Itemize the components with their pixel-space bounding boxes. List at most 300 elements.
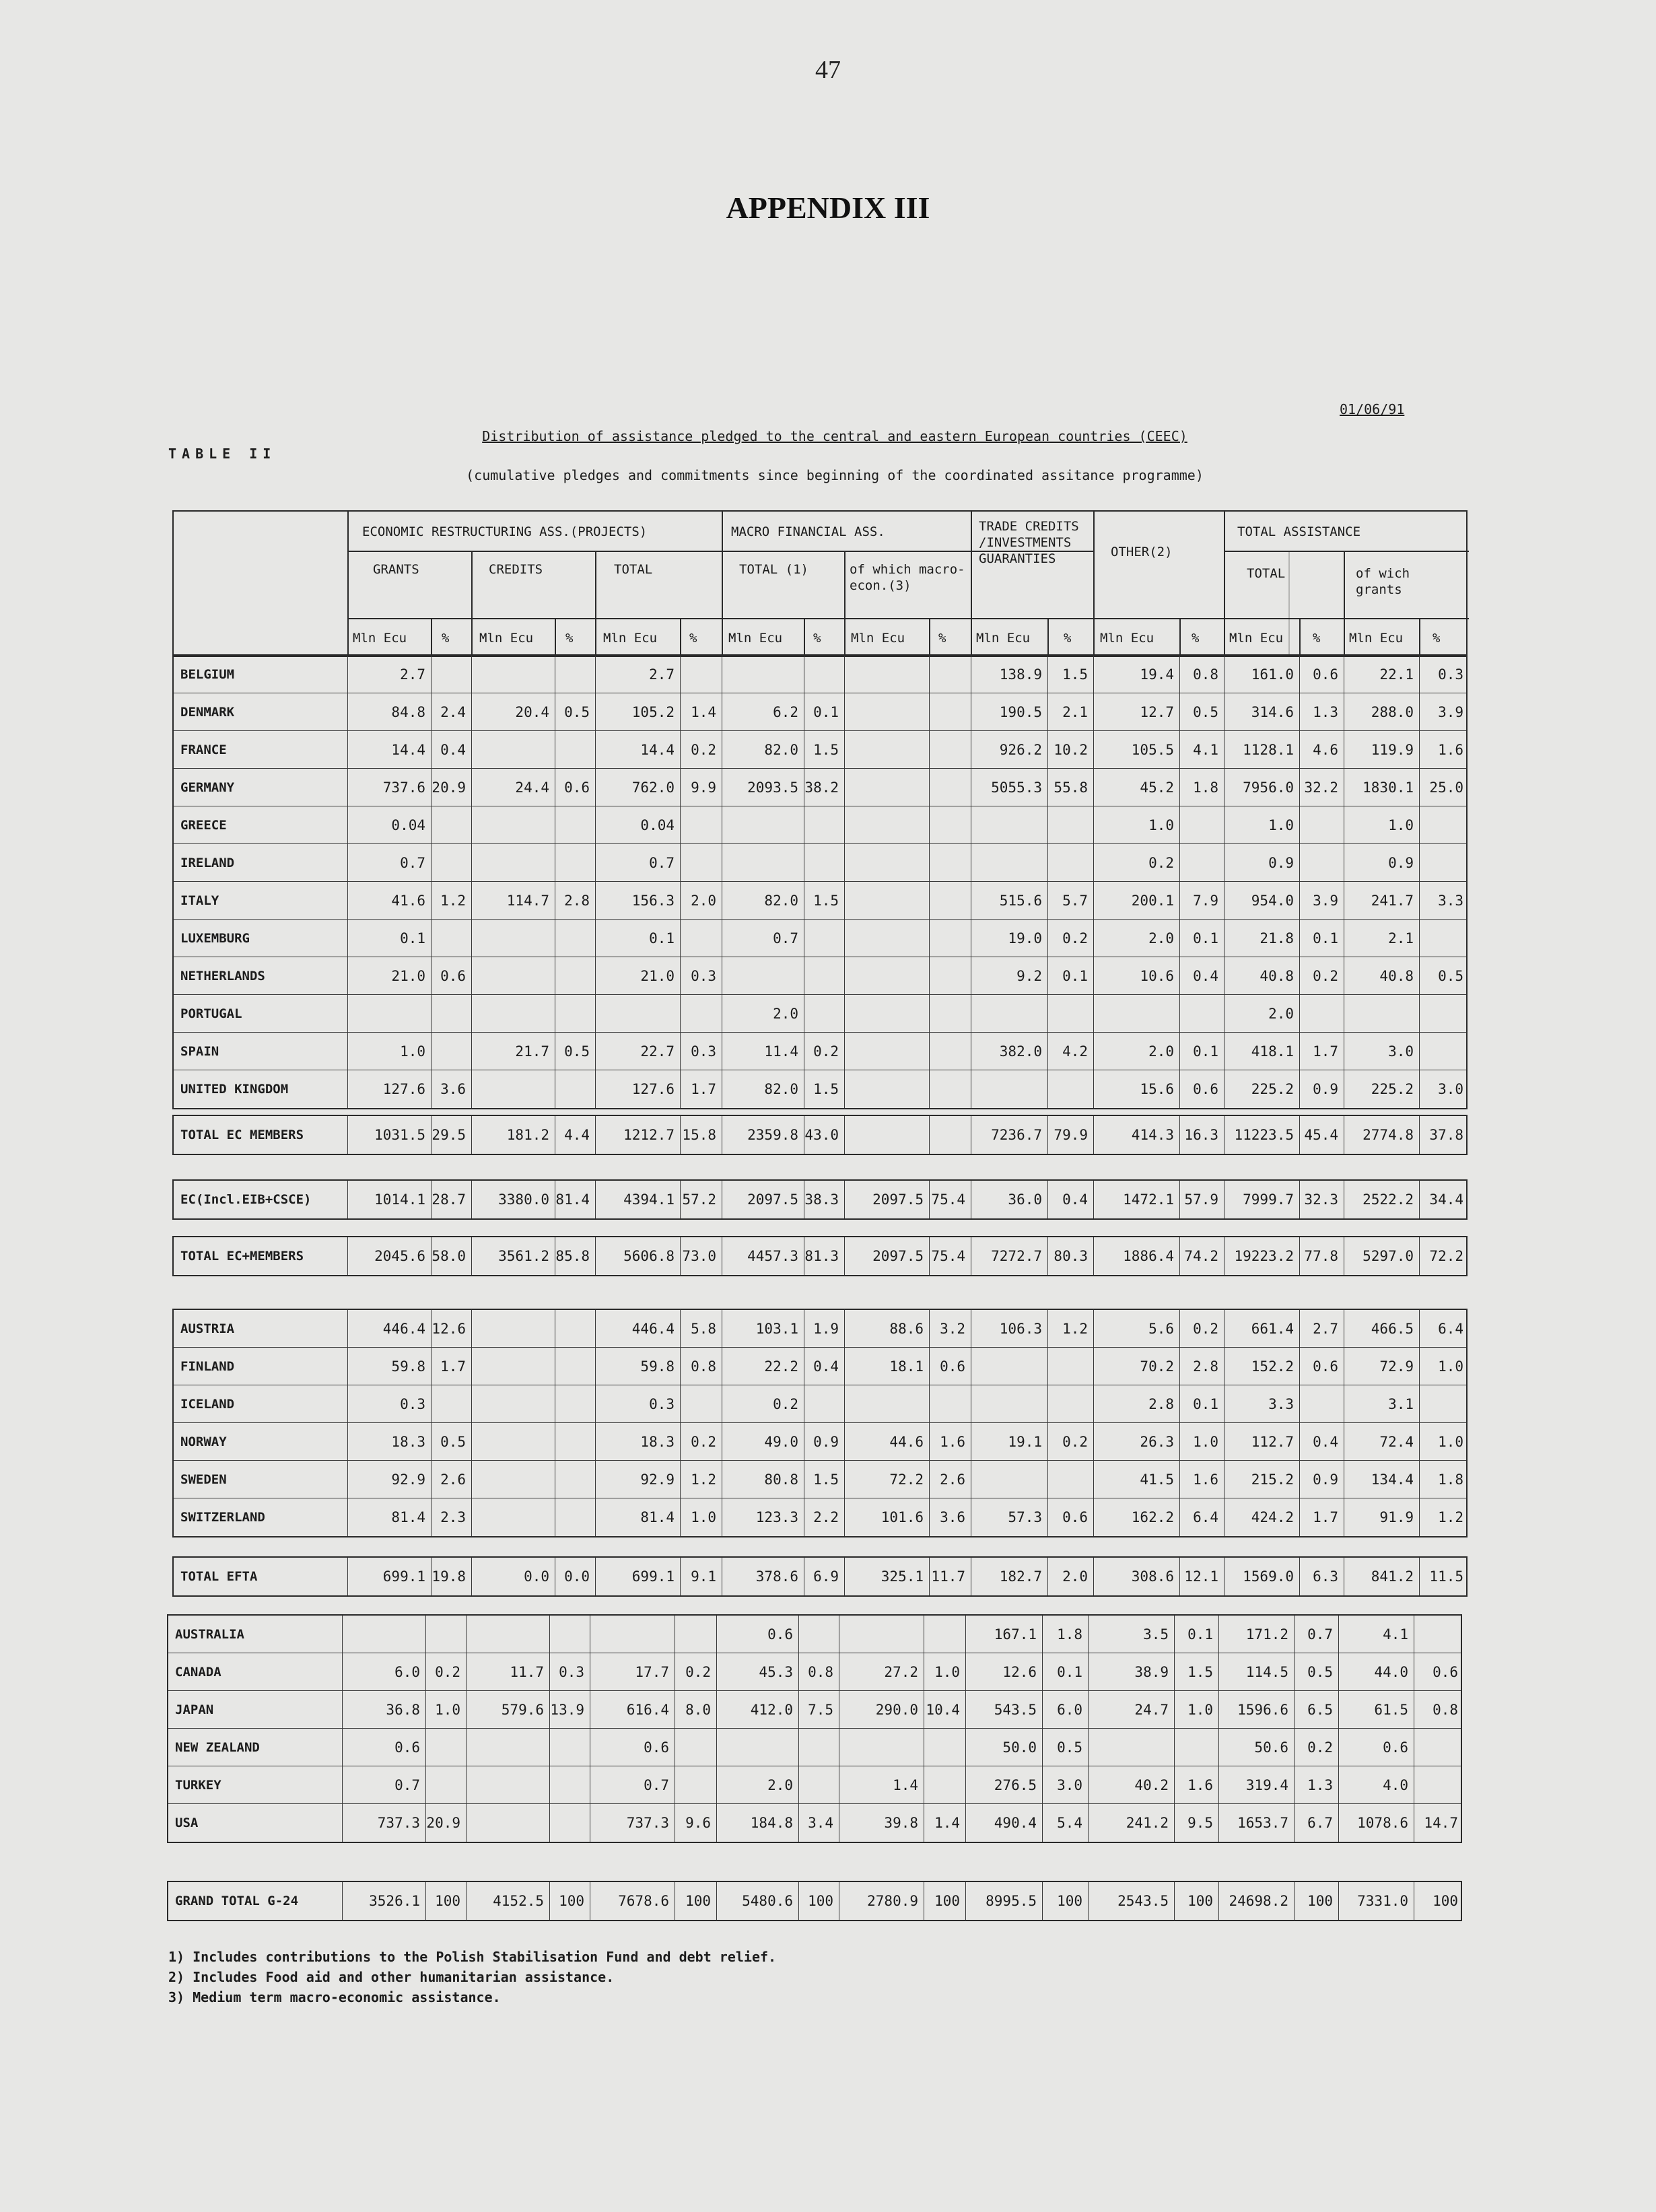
cell-macro-econ-pct — [929, 844, 971, 881]
table-row — [168, 1691, 1461, 1729]
cell-econ-credits-pct: 0.3 — [549, 1653, 590, 1690]
cell-grants-total-mln: 4.0 — [1338, 1766, 1414, 1803]
cell-trade-mln: 276.5 — [965, 1766, 1042, 1803]
cell-econ-grants-mln: 36.8 — [342, 1691, 425, 1728]
cell-grants-total-pct: 1.6 — [1419, 731, 1469, 768]
cell-econ-credits-pct: 13.9 — [549, 1691, 590, 1728]
cell-assist-total-pct: 0.9 — [1299, 1070, 1344, 1108]
cell-econ-grants-mln: 699.1 — [347, 1558, 431, 1595]
unit-percent: % — [689, 631, 697, 646]
cell-econ-grants-pct — [425, 1729, 466, 1766]
cell-econ-credits-mln — [471, 1385, 555, 1422]
cell-econ-total-mln: 699.1 — [595, 1558, 680, 1595]
table-row — [174, 882, 1466, 920]
cell-other-mln: 1886.4 — [1093, 1237, 1179, 1275]
cell-macro-total-pct: 0.2 — [804, 1033, 844, 1070]
cell-assist-total-pct: 2.7 — [1299, 1310, 1344, 1347]
cell-macro-econ-pct: 75.4 — [929, 1181, 971, 1218]
cell-econ-grants-mln: 59.8 — [347, 1348, 431, 1385]
cell-grants-total-pct: 3.0 — [1419, 1070, 1469, 1108]
cell-econ-grants-mln: 41.6 — [347, 882, 431, 919]
cell-macro-econ-mln — [844, 882, 929, 919]
cell-other-mln: 5.6 — [1093, 1310, 1179, 1347]
cell-econ-grants-pct: 12.6 — [431, 1310, 471, 1347]
cell-trade-mln: 57.3 — [971, 1498, 1047, 1536]
cell-econ-total-pct: 1.2 — [680, 1461, 722, 1498]
cell-econ-total-pct: 100 — [675, 1882, 716, 1920]
cell-macro-econ-mln: 2097.5 — [844, 1237, 929, 1275]
cell-trade-pct: 5.7 — [1047, 882, 1093, 919]
cell-macro-total-mln: 2359.8 — [722, 1116, 804, 1154]
header-credits: CREDITS — [489, 562, 543, 577]
row-label: IRELAND — [180, 856, 235, 870]
row-label: AUSTRALIA — [175, 1627, 244, 1642]
cell-assist-total-pct — [1299, 995, 1344, 1032]
table-row — [168, 1882, 1461, 1920]
header-macro-financial: MACRO FINANCIAL ASS. — [731, 524, 885, 539]
cell-trade-pct: 0.6 — [1047, 1498, 1093, 1536]
cell-econ-total-mln: 156.3 — [595, 882, 680, 919]
cell-other-mln — [1093, 995, 1179, 1032]
cell-econ-credits-pct — [555, 656, 595, 693]
cell-grants-total-mln: 2522.2 — [1344, 1181, 1419, 1218]
row-label: ICELAND — [180, 1397, 235, 1412]
cell-econ-credits-mln — [471, 1310, 555, 1347]
footnote: 3) Medium term macro-economic assistance. — [168, 1989, 501, 2005]
cell-macro-econ-mln — [844, 1033, 929, 1070]
cell-econ-credits-pct — [555, 1348, 595, 1385]
cell-other-pct: 0.5 — [1179, 693, 1224, 730]
cell-econ-total-pct — [675, 1616, 716, 1653]
cell-econ-total-pct: 0.2 — [680, 1423, 722, 1460]
table-row — [174, 1033, 1466, 1070]
cell-econ-credits-mln: 0.0 — [471, 1558, 555, 1595]
cell-econ-grants-pct: 19.8 — [431, 1558, 471, 1595]
unit-mln-ecu: Mln Ecu — [976, 631, 1031, 646]
cell-other-mln: 2.0 — [1093, 1033, 1179, 1070]
cell-econ-credits-pct: 4.4 — [555, 1116, 595, 1154]
cell-grants-total-pct: 3.9 — [1419, 693, 1469, 730]
cell-macro-econ-mln — [844, 920, 929, 957]
row-label: EC(Incl.EIB+CSCE) — [180, 1192, 312, 1207]
cell-econ-total-mln: 0.3 — [595, 1385, 680, 1422]
cell-macro-total-pct — [798, 1616, 839, 1653]
table-row — [174, 920, 1466, 957]
cell-econ-total-mln — [590, 1616, 675, 1653]
cell-grants-total-mln: 91.9 — [1344, 1498, 1419, 1536]
cell-econ-credits-pct: 0.5 — [555, 693, 595, 730]
unit-mln-ecu: Mln Ecu — [728, 631, 783, 646]
cell-econ-grants-pct: 20.9 — [425, 1804, 466, 1842]
cell-econ-grants-mln: 2045.6 — [347, 1237, 431, 1275]
cell-macro-econ-mln — [844, 769, 929, 806]
cell-econ-grants-pct: 58.0 — [431, 1237, 471, 1275]
cell-econ-grants-pct — [431, 920, 471, 957]
cell-assist-total-pct: 0.2 — [1294, 1729, 1338, 1766]
cell-trade-mln: 8995.5 — [965, 1882, 1042, 1920]
unit-percent: % — [938, 631, 946, 646]
cell-grants-total-mln: 72.4 — [1344, 1423, 1419, 1460]
table-row — [174, 1237, 1466, 1275]
cell-other-pct: 9.5 — [1174, 1804, 1218, 1842]
cell-econ-credits-pct: 81.4 — [555, 1181, 595, 1218]
cell-assist-total-pct: 4.6 — [1299, 731, 1344, 768]
cell-other-pct: 1.0 — [1174, 1691, 1218, 1728]
cell-grants-total-mln: 466.5 — [1344, 1310, 1419, 1347]
cell-macro-econ-mln: 2780.9 — [839, 1882, 924, 1920]
cell-macro-econ-pct — [929, 957, 971, 994]
row-group — [172, 1236, 1468, 1276]
unit-mln-ecu: Mln Ecu — [353, 631, 407, 646]
cell-grants-total-pct: 3.3 — [1419, 882, 1469, 919]
cell-grants-total-pct: 1.2 — [1419, 1498, 1469, 1536]
cell-econ-total-mln: 0.7 — [595, 844, 680, 881]
cell-trade-mln: 182.7 — [971, 1558, 1047, 1595]
cell-econ-total-mln: 14.4 — [595, 731, 680, 768]
cell-macro-econ-pct — [924, 1729, 965, 1766]
unit-percent: % — [813, 631, 821, 646]
cell-econ-grants-mln: 0.04 — [347, 806, 431, 843]
cell-macro-econ-mln: 27.2 — [839, 1653, 924, 1690]
cell-econ-credits-pct — [555, 1310, 595, 1347]
cell-macro-total-pct — [804, 995, 844, 1032]
cell-assist-total-mln: 152.2 — [1224, 1348, 1299, 1385]
table-row — [168, 1616, 1461, 1653]
cell-macro-total-pct: 1.5 — [804, 1070, 844, 1108]
cell-trade-mln: 50.0 — [965, 1729, 1042, 1766]
cell-trade-mln: 36.0 — [971, 1181, 1047, 1218]
cell-macro-total-mln: 0.6 — [716, 1616, 798, 1653]
cell-macro-total-pct: 38.3 — [804, 1181, 844, 1218]
cell-macro-econ-pct — [929, 882, 971, 919]
unit-mln-ecu: Mln Ecu — [1349, 631, 1404, 646]
row-label: USA — [175, 1816, 199, 1830]
cell-macro-econ-pct: 75.4 — [929, 1237, 971, 1275]
cell-assist-total-mln: 0.9 — [1224, 844, 1299, 881]
cell-macro-econ-pct — [929, 693, 971, 730]
cell-econ-credits-pct: 0.5 — [555, 1033, 595, 1070]
cell-econ-grants-pct: 29.5 — [431, 1116, 471, 1154]
cell-trade-pct — [1047, 1070, 1093, 1108]
cell-econ-grants-mln: 6.0 — [342, 1653, 425, 1690]
row-label: FINLAND — [180, 1359, 235, 1374]
cell-macro-econ-pct: 3.2 — [929, 1310, 971, 1347]
cell-macro-total-mln: 123.3 — [722, 1498, 804, 1536]
cell-grants-total-pct: 0.8 — [1414, 1691, 1463, 1728]
cell-assist-total-mln: 24698.2 — [1218, 1882, 1294, 1920]
cell-econ-total-mln: 737.3 — [590, 1804, 675, 1842]
cell-macro-total-pct: 81.3 — [804, 1237, 844, 1275]
cell-other-mln: 1.0 — [1093, 806, 1179, 843]
cell-grants-total-mln: 3.0 — [1344, 1033, 1419, 1070]
cell-grants-total-pct: 25.0 — [1419, 769, 1469, 806]
cell-econ-total-pct: 5.8 — [680, 1310, 722, 1347]
cell-econ-credits-mln: 181.2 — [471, 1116, 555, 1154]
cell-assist-total-pct: 0.1 — [1299, 920, 1344, 957]
cell-macro-econ-pct — [929, 1070, 971, 1108]
cell-other-pct: 16.3 — [1179, 1116, 1224, 1154]
cell-assist-total-pct — [1299, 1385, 1344, 1422]
cell-trade-pct: 2.0 — [1047, 1558, 1093, 1595]
table-row — [174, 995, 1466, 1033]
cell-macro-econ-mln — [844, 731, 929, 768]
table-row — [174, 1310, 1466, 1348]
cell-macro-econ-mln — [839, 1616, 924, 1653]
table-row — [168, 1804, 1461, 1842]
cell-trade-mln: 7272.7 — [971, 1237, 1047, 1275]
cell-trade-pct: 3.0 — [1042, 1766, 1088, 1803]
unit-percent: % — [1313, 631, 1321, 646]
cell-other-pct: 0.1 — [1174, 1616, 1218, 1653]
cell-other-pct: 4.1 — [1179, 731, 1224, 768]
cell-grants-total-mln: 0.6 — [1338, 1729, 1414, 1766]
cell-trade-pct: 0.1 — [1042, 1653, 1088, 1690]
cell-macro-econ-pct — [929, 731, 971, 768]
cell-other-mln: 40.2 — [1088, 1766, 1174, 1803]
cell-assist-total-mln: 7999.7 — [1224, 1181, 1299, 1218]
cell-other-mln: 45.2 — [1093, 769, 1179, 806]
cell-assist-total-mln: 40.8 — [1224, 957, 1299, 994]
cell-other-mln — [1088, 1729, 1174, 1766]
cell-other-mln: 2.0 — [1093, 920, 1179, 957]
cell-econ-total-mln: 2.7 — [595, 656, 680, 693]
cell-econ-grants-mln: 0.1 — [347, 920, 431, 957]
cell-macro-econ-pct — [929, 995, 971, 1032]
cell-econ-credits-mln: 20.4 — [471, 693, 555, 730]
table-row — [174, 1116, 1466, 1154]
cell-macro-econ-pct: 1.6 — [929, 1423, 971, 1460]
table-row — [174, 1558, 1466, 1595]
footnote: 1) Includes contributions to the Polish Stabilisation Fund and debt relief. — [168, 1949, 777, 1965]
cell-trade-pct — [1047, 806, 1093, 843]
cell-econ-grants-pct: 2.3 — [431, 1498, 471, 1536]
cell-trade-mln: 12.6 — [965, 1653, 1042, 1690]
cell-macro-total-pct: 1.5 — [804, 882, 844, 919]
cell-trade-pct — [1047, 995, 1093, 1032]
cell-macro-total-pct — [804, 920, 844, 957]
cell-econ-total-pct: 2.0 — [680, 882, 722, 919]
cell-econ-total-mln: 5606.8 — [595, 1237, 680, 1275]
cell-econ-grants-mln: 1014.1 — [347, 1181, 431, 1218]
unit-percent: % — [1064, 631, 1072, 646]
unit-percent: % — [1192, 631, 1200, 646]
table-row — [174, 806, 1466, 844]
cell-assist-total-mln: 954.0 — [1224, 882, 1299, 919]
row-group — [172, 1179, 1468, 1220]
row-label: UNITED KINGDOM — [180, 1082, 289, 1097]
cell-trade-mln: 490.4 — [965, 1804, 1042, 1842]
cell-assist-total-mln: 418.1 — [1224, 1033, 1299, 1070]
cell-macro-econ-pct: 1.0 — [924, 1653, 965, 1690]
cell-macro-econ-pct — [929, 656, 971, 693]
cell-grants-total-pct: 34.4 — [1419, 1181, 1469, 1218]
cell-econ-grants-mln: 3526.1 — [342, 1882, 425, 1920]
cell-trade-mln: 19.0 — [971, 920, 1047, 957]
cell-econ-grants-pct — [431, 844, 471, 881]
cell-other-pct: 0.2 — [1179, 1310, 1224, 1347]
cell-macro-total-pct: 1.9 — [804, 1310, 844, 1347]
cell-trade-pct: 1.2 — [1047, 1310, 1093, 1347]
cell-macro-econ-mln — [844, 693, 929, 730]
row-label: DENMARK — [180, 705, 235, 720]
table-header — [172, 510, 1468, 657]
cell-grants-total-mln: 1.0 — [1344, 806, 1419, 843]
cell-grants-total-pct — [1419, 844, 1469, 881]
cell-econ-credits-pct: 85.8 — [555, 1237, 595, 1275]
cell-other-mln: 2.8 — [1093, 1385, 1179, 1422]
cell-other-mln: 12.7 — [1093, 693, 1179, 730]
cell-assist-total-pct: 0.6 — [1299, 656, 1344, 693]
cell-assist-total-mln: 161.0 — [1224, 656, 1299, 693]
cell-econ-grants-pct: 0.4 — [431, 731, 471, 768]
row-label: BELGIUM — [180, 667, 235, 682]
cell-assist-total-pct: 0.7 — [1294, 1616, 1338, 1653]
header-macro-of-which: of which macro-econ.(3) — [850, 562, 965, 593]
cell-other-pct: 1.0 — [1179, 1423, 1224, 1460]
cell-macro-total-mln: 378.6 — [722, 1558, 804, 1595]
cell-econ-grants-mln: 1.0 — [347, 1033, 431, 1070]
cell-trade-pct: 0.2 — [1047, 920, 1093, 957]
cell-macro-econ-pct — [929, 920, 971, 957]
table-row — [174, 1181, 1466, 1218]
row-label: TOTAL EC MEMBERS — [180, 1128, 304, 1142]
row-label: JAPAN — [175, 1702, 214, 1717]
cell-assist-total-pct: 32.3 — [1299, 1181, 1344, 1218]
cell-econ-credits-pct — [555, 920, 595, 957]
cell-assist-total-mln: 11223.5 — [1224, 1116, 1299, 1154]
row-label: SPAIN — [180, 1044, 219, 1059]
cell-trade-pct: 4.2 — [1047, 1033, 1093, 1070]
row-group — [167, 1614, 1462, 1843]
cell-assist-total-mln: 50.6 — [1218, 1729, 1294, 1766]
row-label: TURKEY — [175, 1778, 221, 1793]
cell-grants-total-pct — [1419, 920, 1469, 957]
cell-macro-total-mln: 80.8 — [722, 1461, 804, 1498]
footnote: 2) Includes Food aid and other humanitarian assistance. — [168, 1969, 615, 1985]
cell-econ-grants-pct — [425, 1766, 466, 1803]
cell-macro-econ-mln — [839, 1729, 924, 1766]
cell-macro-total-pct: 0.4 — [804, 1348, 844, 1385]
cell-macro-total-pct: 6.9 — [804, 1558, 844, 1595]
cell-econ-grants-pct: 100 — [425, 1882, 466, 1920]
cell-assist-total-pct: 3.9 — [1299, 882, 1344, 919]
cell-econ-total-mln: 1212.7 — [595, 1116, 680, 1154]
cell-trade-pct: 80.3 — [1047, 1237, 1093, 1275]
row-label: AUSTRIA — [180, 1321, 235, 1336]
cell-macro-econ-mln: 39.8 — [839, 1804, 924, 1842]
cell-grants-total-mln: 288.0 — [1344, 693, 1419, 730]
cell-econ-credits-mln — [466, 1729, 549, 1766]
cell-trade-pct: 0.2 — [1047, 1423, 1093, 1460]
cell-macro-total-pct: 1.5 — [804, 731, 844, 768]
row-label: GERMANY — [180, 780, 235, 795]
table-row — [174, 1385, 1466, 1423]
cell-econ-total-pct: 0.2 — [675, 1653, 716, 1690]
cell-assist-total-pct: 0.9 — [1299, 1461, 1344, 1498]
cell-macro-econ-mln — [844, 1070, 929, 1108]
cell-econ-grants-pct — [431, 995, 471, 1032]
table-title: Distribution of assistance pledged to the central and eastern European countries (CEEC) — [482, 428, 1187, 444]
cell-macro-econ-mln — [844, 995, 929, 1032]
cell-econ-grants-pct — [431, 1033, 471, 1070]
cell-econ-credits-pct — [555, 806, 595, 843]
cell-other-mln: 0.2 — [1093, 844, 1179, 881]
cell-other-mln: 24.7 — [1088, 1691, 1174, 1728]
cell-assist-total-mln: 7956.0 — [1224, 769, 1299, 806]
row-label: SWITZERLAND — [180, 1510, 265, 1525]
cell-assist-total-pct: 1.3 — [1299, 693, 1344, 730]
cell-trade-mln: 7236.7 — [971, 1116, 1047, 1154]
cell-econ-grants-pct: 1.7 — [431, 1348, 471, 1385]
cell-trade-pct: 0.4 — [1047, 1181, 1093, 1218]
cell-grants-total-mln: 7331.0 — [1338, 1882, 1414, 1920]
table-row — [174, 957, 1466, 995]
cell-econ-total-pct: 0.3 — [680, 957, 722, 994]
cell-grants-total-mln: 72.9 — [1344, 1348, 1419, 1385]
cell-other-pct: 0.4 — [1179, 957, 1224, 994]
cell-trade-mln: 5055.3 — [971, 769, 1047, 806]
cell-econ-total-pct: 1.4 — [680, 693, 722, 730]
cell-macro-total-pct — [804, 844, 844, 881]
cell-econ-total-mln: 22.7 — [595, 1033, 680, 1070]
cell-macro-total-mln: 2093.5 — [722, 769, 804, 806]
cell-macro-total-mln: 5480.6 — [716, 1882, 798, 1920]
cell-other-pct — [1179, 995, 1224, 1032]
cell-macro-total-mln — [716, 1729, 798, 1766]
cell-grants-total-pct: 0.6 — [1414, 1653, 1463, 1690]
cell-trade-mln: 138.9 — [971, 656, 1047, 693]
cell-trade-pct: 10.2 — [1047, 731, 1093, 768]
cell-grants-total-mln: 841.2 — [1344, 1558, 1419, 1595]
cell-grants-total-pct — [1414, 1729, 1463, 1766]
cell-assist-total-pct: 0.2 — [1299, 957, 1344, 994]
cell-macro-total-pct: 3.4 — [798, 1804, 839, 1842]
cell-econ-credits-pct: 0.0 — [555, 1558, 595, 1595]
cell-other-pct: 0.1 — [1179, 920, 1224, 957]
cell-macro-econ-mln: 325.1 — [844, 1558, 929, 1595]
cell-other-mln: 200.1 — [1093, 882, 1179, 919]
cell-econ-credits-mln: 24.4 — [471, 769, 555, 806]
cell-econ-credits-pct — [555, 731, 595, 768]
cell-grants-total-mln: 22.1 — [1344, 656, 1419, 693]
cell-macro-econ-mln — [844, 1116, 929, 1154]
cell-grants-total-pct: 1.8 — [1419, 1461, 1469, 1498]
cell-econ-credits-pct — [549, 1804, 590, 1842]
cell-other-mln: 70.2 — [1093, 1348, 1179, 1385]
cell-econ-total-pct — [675, 1729, 716, 1766]
table-row — [174, 693, 1466, 731]
cell-macro-econ-mln: 88.6 — [844, 1310, 929, 1347]
header-of-which-grants: of wich grants — [1356, 566, 1410, 597]
header-other: OTHER(2) — [1111, 545, 1173, 559]
cell-other-mln: 241.2 — [1088, 1804, 1174, 1842]
cell-other-pct: 1.5 — [1174, 1653, 1218, 1690]
cell-econ-total-pct — [680, 995, 722, 1032]
table-row — [174, 844, 1466, 882]
cell-trade-pct: 100 — [1042, 1882, 1088, 1920]
cell-assist-total-mln: 319.4 — [1218, 1766, 1294, 1803]
cell-econ-credits-mln: 21.7 — [471, 1033, 555, 1070]
cell-econ-credits-mln — [471, 844, 555, 881]
cell-assist-total-pct: 0.6 — [1299, 1348, 1344, 1385]
cell-econ-grants-mln: 0.6 — [342, 1729, 425, 1766]
cell-econ-grants-pct: 2.4 — [431, 693, 471, 730]
row-label: NORWAY — [180, 1435, 227, 1449]
cell-assist-total-pct: 0.4 — [1299, 1423, 1344, 1460]
row-label: TOTAL EFTA — [180, 1569, 258, 1584]
cell-macro-total-pct — [798, 1766, 839, 1803]
table-row — [174, 1461, 1466, 1498]
